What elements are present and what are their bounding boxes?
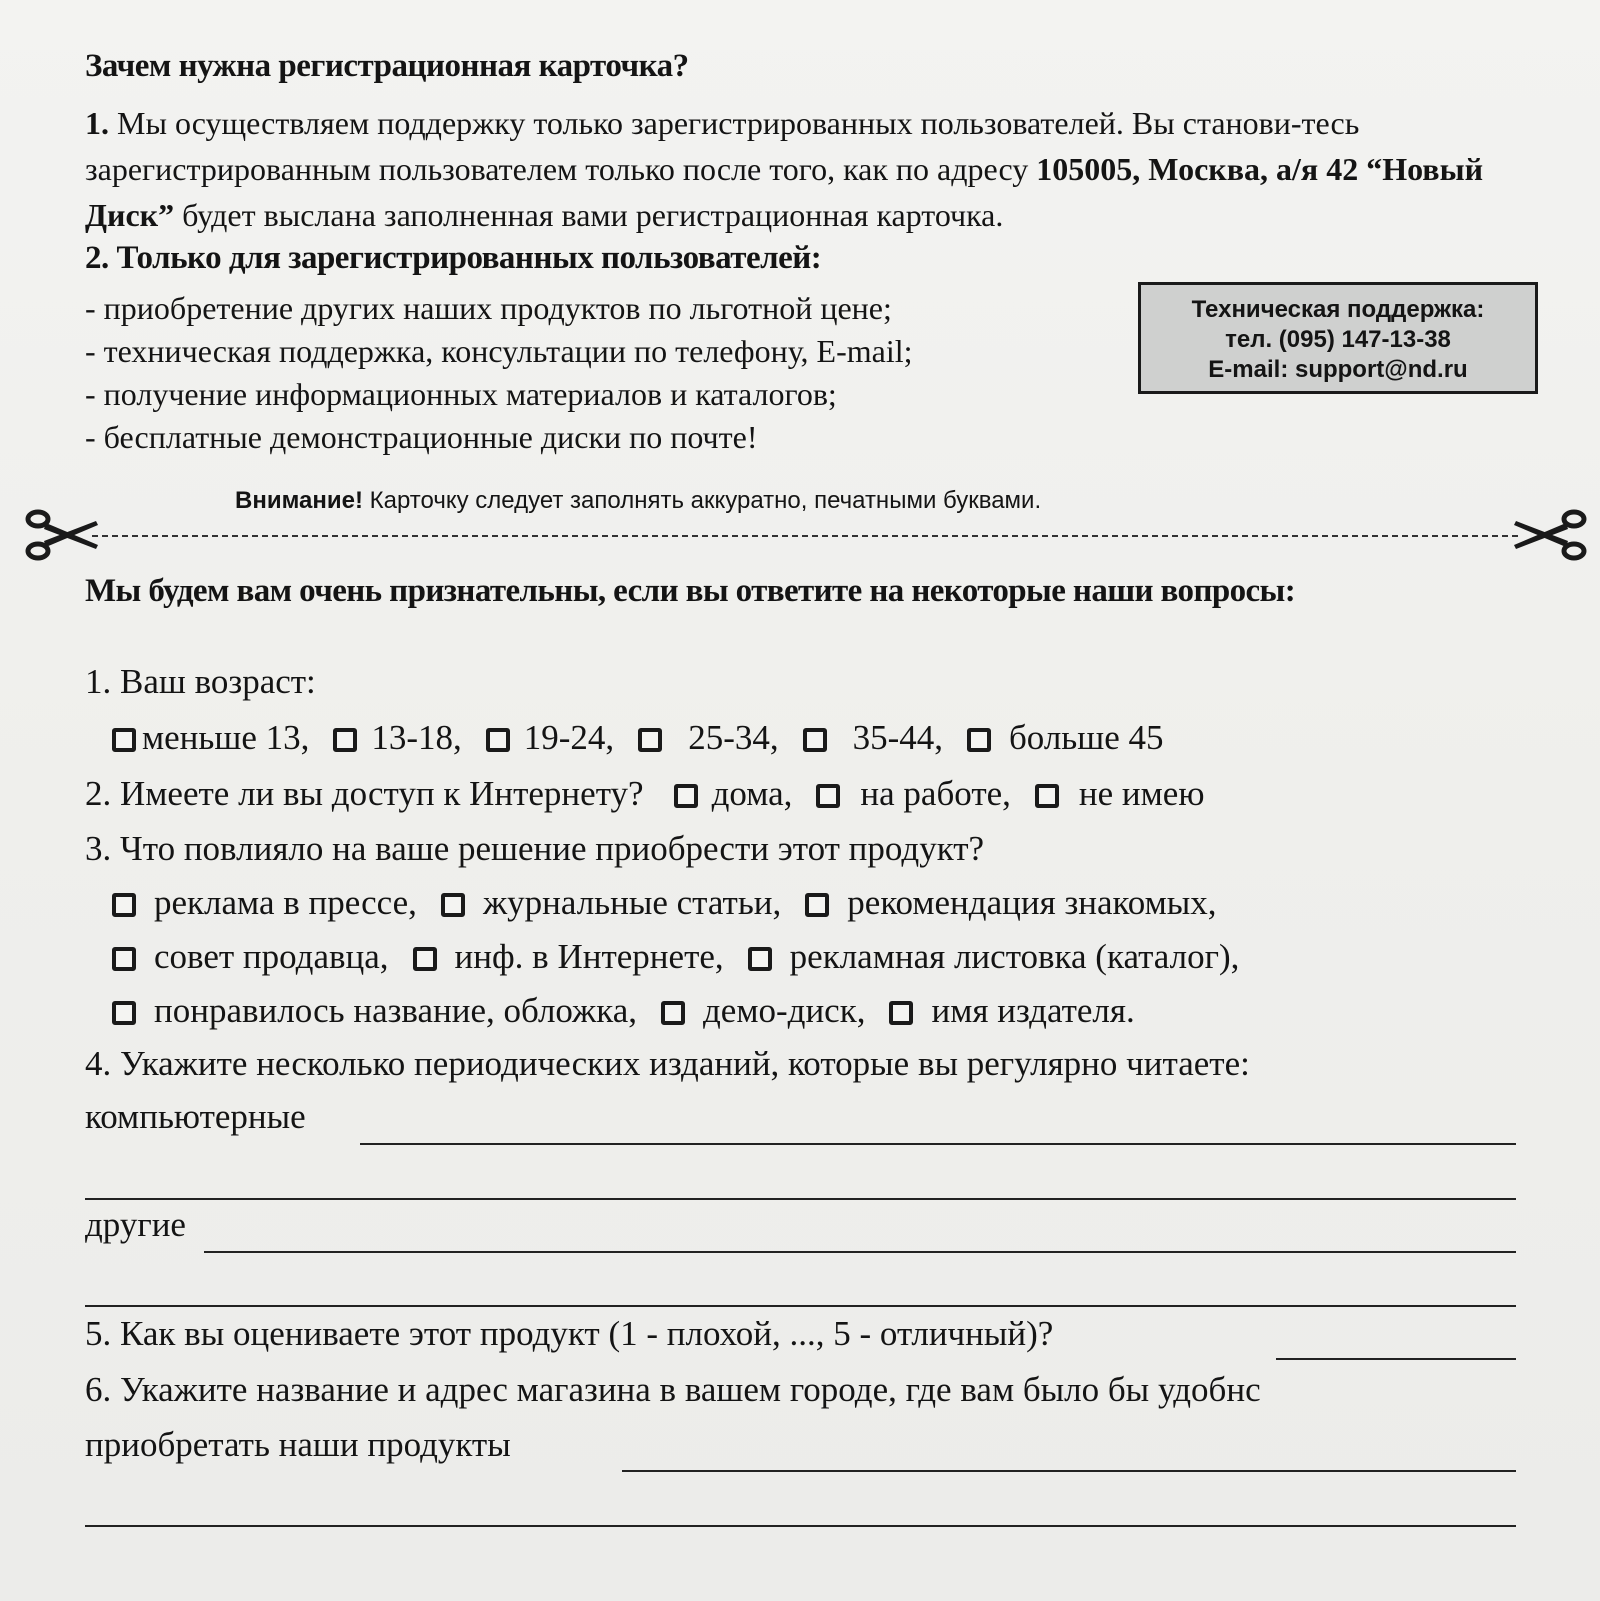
- support-title: Техническая поддержка:: [1191, 296, 1485, 323]
- option-label: реклама в прессе,: [154, 883, 417, 922]
- option-label: на работе,: [860, 774, 1011, 813]
- reason-option[interactable]: [805, 883, 1216, 923]
- rating-field[interactable]: [1276, 1358, 1516, 1360]
- checkbox[interactable]: [441, 893, 465, 917]
- age-option[interactable]: [803, 718, 943, 758]
- option-label: меньше 13,: [142, 718, 310, 757]
- questions-intro: Мы будем вам очень признательны, если вы ответите на некоторые наши вопросы:: [85, 573, 1296, 609]
- reason-option[interactable]: [112, 991, 637, 1031]
- tech-support-box: [1138, 282, 1538, 394]
- age-option[interactable]: [112, 718, 309, 758]
- benefit-item: - техническая поддержка, консультации по телефону, E-mail;: [85, 333, 913, 369]
- reason-option[interactable]: [889, 991, 1134, 1031]
- cut-line: [92, 535, 1518, 537]
- q3-options-row-1: [112, 883, 1241, 923]
- reason-option[interactable]: [441, 883, 781, 923]
- question-2: [85, 774, 1228, 814]
- question-6-continued: приобретать наши продукты: [85, 1425, 511, 1464]
- paragraph-text-1: Мы осуществляем поддержку только зарегистрированных пользователей. Вы станови-тесь зарегистрированным пользователем только после того, как по адресу: [85, 105, 1360, 187]
- question-2-text: 2. Имеете ли вы доступ к Интернету?: [85, 774, 644, 813]
- checkbox[interactable]: [486, 728, 510, 752]
- benefits-list: [85, 287, 913, 459]
- benefit-item: - приобретение других наших продуктов по льготной цене;: [85, 290, 892, 326]
- option-label: понравилось название, обложка,: [154, 991, 637, 1030]
- option-label: 25-34,: [688, 718, 779, 757]
- reason-option[interactable]: [112, 937, 389, 977]
- support-phone: тел. (095) 147-13-38: [1225, 326, 1451, 353]
- q1-options: [112, 718, 1188, 758]
- internet-option[interactable]: [1035, 774, 1205, 814]
- question-3: 3. Что повлияло на ваше решение приобрести этот продукт?: [85, 829, 985, 868]
- checkbox[interactable]: [112, 947, 136, 971]
- question-6: 6. Укажите название и адрес магазина в вашем городе, где вам было бы удобнс: [85, 1370, 1261, 1409]
- option-label: 19-24,: [523, 718, 615, 757]
- checkbox[interactable]: [803, 728, 827, 752]
- computer-magazines-field[interactable]: [360, 1143, 1516, 1145]
- option-label: рекламная листовка (каталог),: [789, 937, 1240, 976]
- paragraph-text-2: будет выслана заполненная вами регистрационная карточка.: [174, 197, 1004, 233]
- q3-options-row-2: [112, 937, 1263, 977]
- checkbox[interactable]: [112, 893, 136, 917]
- postal-address: 105005, Москва, а/я 42 “Новый Диск”: [85, 151, 1483, 233]
- option-label: рекомендация знакомых,: [847, 883, 1217, 922]
- computer-magazines-label: компьютерные: [85, 1097, 306, 1136]
- other-magazines-field[interactable]: [204, 1251, 1516, 1253]
- checkbox[interactable]: [748, 947, 772, 971]
- checkbox[interactable]: [967, 728, 991, 752]
- checkbox[interactable]: [674, 784, 698, 808]
- intro-paragraph: [85, 100, 1545, 238]
- other-magazines-field-2[interactable]: [85, 1305, 1516, 1307]
- checkbox[interactable]: [805, 893, 829, 917]
- option-label: совет продавца,: [154, 937, 389, 976]
- question-5: 5. Как вы оцениваете этот продукт (1 - плохой, ..., 5 - отличный)?: [85, 1314, 1054, 1353]
- store-field-2[interactable]: [85, 1525, 1516, 1527]
- reason-option[interactable]: [112, 883, 417, 923]
- support-email: E-mail: support@nd.ru: [1208, 356, 1468, 383]
- age-option[interactable]: [333, 718, 461, 758]
- age-option[interactable]: [486, 718, 614, 758]
- scissors-left-icon: [20, 505, 100, 565]
- age-option[interactable]: [638, 718, 778, 758]
- checkbox[interactable]: [112, 1001, 136, 1025]
- warning-text: Карточку следует заполнять аккуратно, печатными буквами.: [362, 487, 1042, 514]
- internet-option[interactable]: [674, 774, 793, 814]
- warning-note: [235, 487, 1041, 515]
- option-label: 35-44,: [852, 718, 943, 757]
- benefit-item: - бесплатные демонстрационные диски по почте!: [85, 419, 758, 455]
- option-label: демо-диск,: [703, 991, 866, 1030]
- checkbox[interactable]: [112, 728, 136, 752]
- reason-option[interactable]: [661, 991, 865, 1031]
- option-label: больше 45: [1009, 718, 1164, 757]
- option-label: дома,: [711, 774, 793, 813]
- option-label: имя издателя.: [931, 991, 1135, 1030]
- card-title: Зачем нужна регистрационная карточка?: [85, 48, 689, 84]
- option-label: не имею: [1078, 774, 1205, 813]
- other-magazines-label: другие: [85, 1205, 186, 1244]
- checkbox[interactable]: [816, 784, 840, 808]
- store-field[interactable]: [622, 1470, 1516, 1472]
- checkbox[interactable]: [889, 1001, 913, 1025]
- question-4: 4. Укажите несколько периодических изданий, которые вы регулярно читаете:: [85, 1044, 1250, 1083]
- checkbox[interactable]: [638, 728, 662, 752]
- checkbox[interactable]: [333, 728, 357, 752]
- checkbox[interactable]: [661, 1001, 685, 1025]
- question-1: 1. Ваш возраст:: [85, 662, 316, 701]
- reason-option[interactable]: [413, 937, 724, 977]
- paragraph-number: 1.: [85, 105, 109, 141]
- scissors-right-icon: [1512, 505, 1592, 565]
- option-label: инф. в Интернете,: [454, 937, 724, 976]
- checkbox[interactable]: [413, 947, 437, 971]
- internet-option[interactable]: [816, 774, 1010, 814]
- option-label: 13-18,: [371, 718, 462, 757]
- section-2-title: 2. Только для зарегистрированных пользователей:: [85, 240, 822, 276]
- option-label: журнальные статьи,: [482, 883, 782, 922]
- q3-options-row-3: [112, 991, 1159, 1031]
- reason-option[interactable]: [748, 937, 1240, 977]
- age-option[interactable]: [967, 718, 1164, 758]
- benefit-item: - получение информационных материалов и каталогов;: [85, 376, 837, 412]
- computer-magazines-field-2[interactable]: [85, 1198, 1516, 1200]
- checkbox[interactable]: [1035, 784, 1059, 808]
- warning-label: Внимание!: [235, 487, 363, 514]
